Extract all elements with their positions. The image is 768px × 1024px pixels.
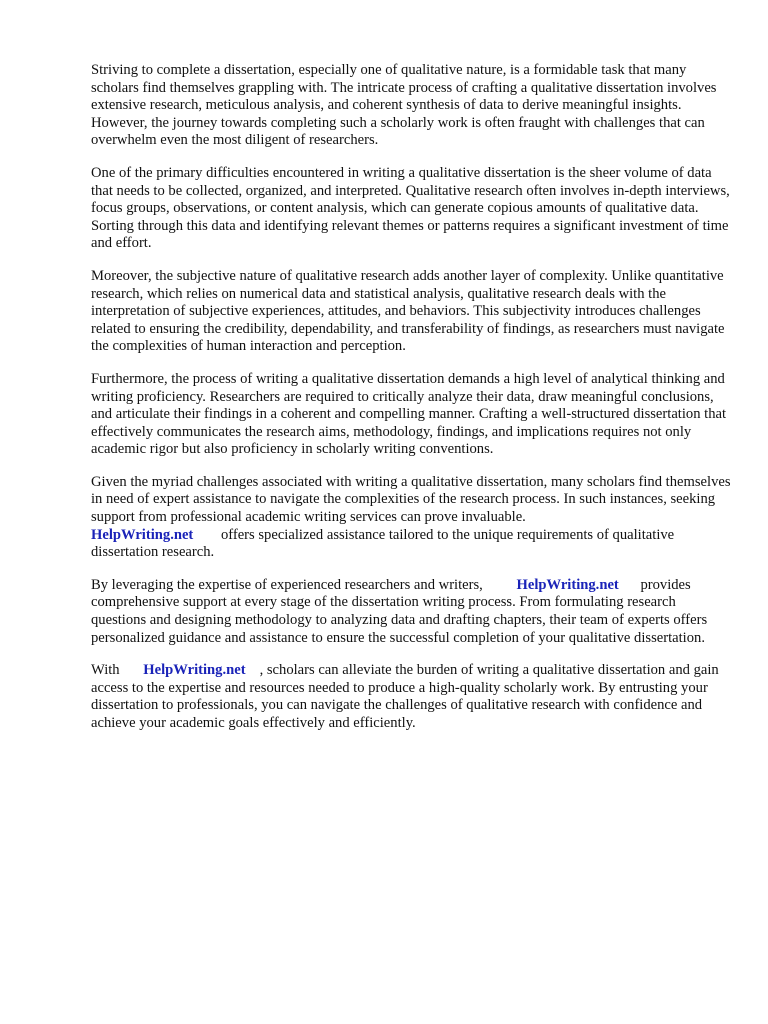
paragraph-text: By leveraging the expertise of experienced researchers and writers, [91,576,483,593]
helpwriting-link[interactable]: HelpWriting.net [516,576,619,593]
paragraph-writing-proficiency: Furthermore, the process of writing a qualitative dissertation demands a high level of analytical thinking and writing proficiency. Researchers are required to critically analyze their data, draw meaningful conclusions, and articulate their findings in a coherent and compelling manner. Crafting a well-structured dissertation that effectively communicates the research aims, methodology, findings, and implications requires not only academic rigor but also proficiency in scholarly writing conventions. [91,370,727,458]
paragraph-text: provides comprehensive support at every stage of the dissertation writing process. From formulating research questions and designing methodology to analyzing data and drafting chapters, their team of experts offers personalized guidance and assistance to ensure the successful completion of your qualitative dissertation. [91,576,708,646]
paragraph-subjectivity: Moreover, the subjective nature of qualitative research adds another layer of complexity. Unlike quantitative research, which relies on numerical data and statistical analysis, qualitative research deals with the interpretation of subjective experiences, attitudes, and behaviors. This subjectivity introduces challenges related to ensuring the credibility, dependability, and transferability of findings, as researchers must navigate the complexities of human interaction and perception. [91,267,725,355]
helpwriting-link[interactable]: HelpWriting.net [143,662,246,679]
paragraph-text: , scholars can alleviate the burden of writing a qualitative dissertation and gain access to the expertise and resources needed to produce a high-quality scholarly work. By entrusting your dissertation to professionals, you can navigate the challenges of qualitative research with confidence and achieve your academic goals effectively and efficiently. [91,662,719,731]
paragraph-leveraging [91,577,731,647]
document-page [91,62,731,748]
paragraph-intro: Striving to complete a dissertation, especially one of qualitative nature, is a formidable task that many scholars find themselves grappling with. The intricate process of crafting a qualitative dissertation involves extensive research, meticulous analysis, and coherent synthesis of data to derive meaningful insights. However, the journey towards completing such a scholarly work is often fraught with challenges that can overwhelm even the most diligent of researchers. [91,62,717,149]
paragraph-expert-assistance [91,474,731,562]
helpwriting-link[interactable]: HelpWriting.net [91,526,194,543]
paragraph-text: With [91,662,120,679]
paragraph-text: offers specialized assistance tailored to the unique requirements of qualitative dissertation research. [91,526,675,561]
paragraph-data-volume: One of the primary difficulties encountered in writing a qualitative dissertation is the sheer volume of data that needs to be collected, organized, and interpreted. Qualitative research often involves in-depth interviews, focus groups, observations, or content analysis, which can generate copious amounts of qualitative data. Sorting through this data and identifying relevant themes or patterns requires a significant investment of time and effort. [91,164,730,252]
paragraph-conclusion [91,662,731,732]
paragraph-text: Given the myriad challenges associated with writing a qualitative dissertation, many scholars find themselves in need of expert assistance to navigate the complexities of the research process. In such instances, seeking support from professional academic writing services can prove invaluable. [91,473,731,526]
